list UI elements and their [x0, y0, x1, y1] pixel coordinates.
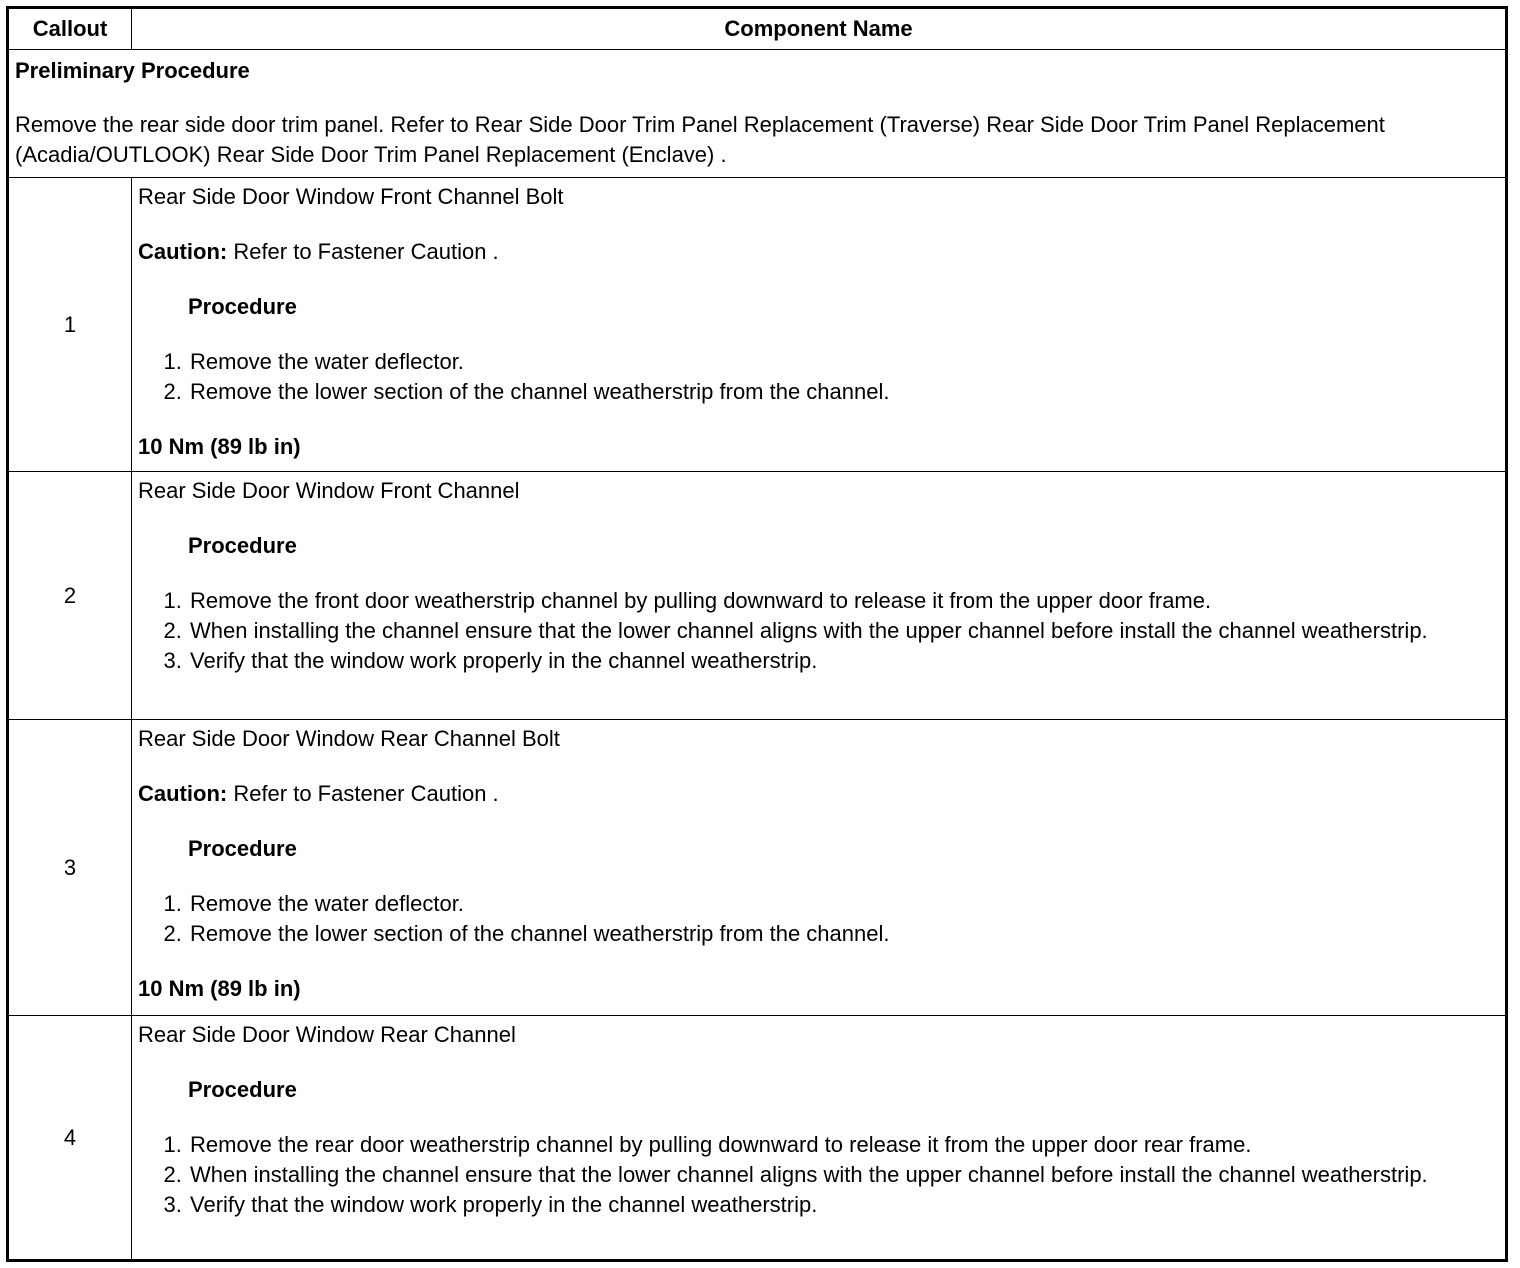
preliminary-text: Remove the rear side door trim panel. Refer to Rear Side Door Trim Panel Replacement (Traverse) Rear Side Door Trim Panel Replacement (Acadia/OUTLOOK) Rear Side Door Trim Panel Replacement (Enclave) . [15, 112, 1385, 167]
callout-header: Callout [8, 8, 132, 50]
procedure-steps [138, 586, 1499, 676]
preliminary-row [8, 50, 1507, 178]
component-name: Rear Side Door Window Rear Channel [138, 1022, 516, 1047]
procedure-step: 3. Verify that the window work properly in the channel weatherstrip. [188, 646, 1499, 676]
procedure-steps [138, 347, 1499, 407]
table-row [8, 1016, 1507, 1261]
torque-spec: 10 Nm (89 lb in) [138, 434, 301, 459]
procedure-steps [138, 889, 1499, 949]
procedure-step: 3. Verify that the window work properly in the channel weatherstrip. [188, 1190, 1499, 1220]
procedure-step: 1. Remove the rear door weatherstrip channel by pulling downward to release it from the upper door rear frame. [188, 1130, 1499, 1160]
callout-number: 2 [8, 472, 132, 720]
procedure-step: 1. Remove the water deflector. [188, 889, 1499, 919]
procedure-step: 1. Remove the water deflector. [188, 347, 1499, 377]
component-table [6, 6, 1508, 1262]
procedure-step: 1. Remove the front door weatherstrip channel by pulling downward to release it from the upper door frame. [188, 586, 1499, 616]
procedure-steps [138, 1130, 1499, 1220]
procedure-title: Procedure [188, 836, 297, 861]
component-cell [132, 1016, 1507, 1261]
procedure-title: Procedure [188, 1077, 297, 1102]
caution-text: Refer to Fastener Caution . [227, 239, 499, 264]
callout-number: 3 [8, 720, 132, 1016]
component-name: Rear Side Door Window Rear Channel Bolt [138, 726, 560, 751]
caution-text: Refer to Fastener Caution . [227, 781, 499, 806]
table-row [8, 178, 1507, 472]
caution-note [138, 779, 1499, 809]
procedure-step: 2. Remove the lower section of the channel weatherstrip from the channel. [188, 919, 1499, 949]
procedure-step: 2. When installing the channel ensure that the lower channel aligns with the upper channel before install the channel weatherstrip. [188, 616, 1499, 646]
procedure-title: Procedure [188, 294, 297, 319]
caution-label: Caution: [138, 781, 228, 806]
preliminary-cell [8, 50, 1507, 178]
procedure-step: 2. When installing the channel ensure that the lower channel aligns with the upper channel before install the channel weatherstrip. [188, 1160, 1499, 1190]
component-cell [132, 472, 1507, 720]
component-cell [132, 720, 1507, 1016]
table-row [8, 472, 1507, 720]
component-name: Rear Side Door Window Front Channel [138, 478, 520, 503]
table-row [8, 720, 1507, 1016]
preliminary-title: Preliminary Procedure [15, 58, 250, 83]
callout-number: 4 [8, 1016, 132, 1261]
callout-number: 1 [8, 178, 132, 472]
procedure-step: 2. Remove the lower section of the channel weatherstrip from the channel. [188, 377, 1499, 407]
component-name-header: Component Name [132, 8, 1507, 50]
procedure-title: Procedure [188, 533, 297, 558]
component-name: Rear Side Door Window Front Channel Bolt [138, 184, 564, 209]
component-cell [132, 178, 1507, 472]
header-row [8, 8, 1507, 50]
caution-note [138, 237, 1499, 267]
torque-spec: 10 Nm (89 lb in) [138, 976, 301, 1001]
caution-label: Caution: [138, 239, 228, 264]
